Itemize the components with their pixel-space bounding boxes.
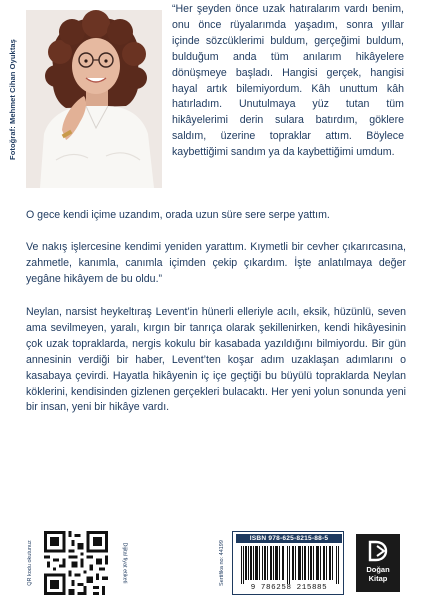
publisher-name: Doğan Kitap	[366, 565, 390, 583]
dk-logo-icon	[368, 540, 388, 562]
barcode-bars-icon	[241, 546, 339, 584]
photo-credit-text: Fotoğraf: Mehmet Cihan Oyuktaş	[7, 38, 17, 160]
paragraph-2: Ve nakış işlercesine kendimi yeniden yarattım. Kıymetli bir cevher çıkarırcasına, zahmetle, kanımla, canımla içimden çekip çıkardım. İşte anlatılmaya değer yegâne hikâyem de bu oldu.”	[26, 241, 406, 285]
isbn-header: ISBN 978-625-8215-88-5	[236, 534, 342, 543]
author-portrait-image	[26, 10, 162, 188]
qr-label-left: QR kodu okutunuz	[27, 540, 33, 586]
paragraph-1: O gece kendi içime uzandım, orada uzun süre sere serpe yattım.	[26, 209, 330, 221]
author-photo	[26, 10, 162, 188]
qr-label-right: Dijital fiyat etiketi	[121, 542, 127, 584]
photo-credit	[0, 10, 24, 188]
barcode-number: 9 786258 215885	[250, 584, 328, 592]
back-cover-quote: “Her şeyden önce uzak hatıralarım vardı benim, onu önce rüyalarımda yaşadım, sonra yıllar içinde sözcüklerimi buldum, gerçeğimi buldum, bulduğum anda tüm anılarım hikâyelere dönüşmeye başladı. Hangisi gerçek, hangisi hayal artık bilemiyordum. Kâh unuttum kâh hatırladım. Unutulmaya yüz tutan tüm hikâyelerimi derin sulara batırdım, göklere saldım, üzerine topraklar attım. Böylece kaybettiğimi sandım ya da kaybettiğimi umdum.	[172, 3, 404, 159]
certificate-label: Sertifika no: 44199	[219, 540, 225, 586]
isbn-barcode	[232, 531, 344, 595]
qr-code-icon	[38, 531, 114, 595]
publisher-logo	[356, 534, 400, 592]
paragraph-3-synopsis: Neylan, narsist heykeltıraş Levent’in hünerli elleriyle acılı, eksik, hüzünlü, seven ama sevilmeyen, yaralı, kırgın bir tanrıça olarak şekillenirken, kendi hikâyesinin çok uzak topraklarda, nergis kokulu bir kasabada yazıldığını bilmiyordu. Bir gün annesinin verdiği bir haber, Levent’ten koşar adım uzaklaşan adımlarını o kasabaya çevirdi. Hayatla hikâyenin iç içe geçtiği bu büyülü topraklarda Neylan köklerini, kendisinden gizlenen gerçekleri bulacaktı. Her yeni yolun sonunda yeni bir insan, yeni bir hikâye vardı.	[26, 306, 406, 414]
qr-code[interactable]	[38, 531, 114, 595]
